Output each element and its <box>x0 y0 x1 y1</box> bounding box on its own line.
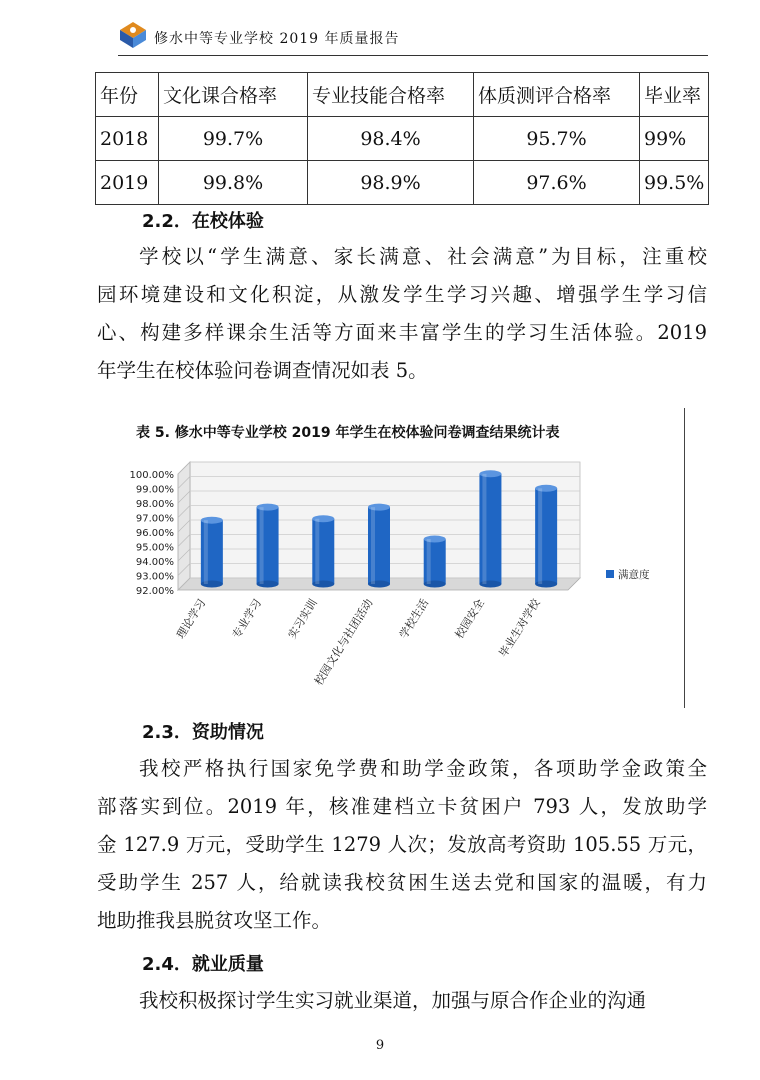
chart-bar-highlight <box>538 488 542 584</box>
y-tick-label: 97.00% <box>135 513 174 525</box>
pass-rate-table <box>95 72 709 205</box>
paragraph-line: 我校积极探讨学生实习就业渠道，加强与原合作企业的沟通 <box>139 989 647 1012</box>
section-heading-2-2: 2.2．在校体验 <box>142 211 264 232</box>
header-title: 修水中等专业学校 2019 年质量报告 <box>154 31 400 47</box>
paragraph-line: 受助学生 257 人，给就读我校贫困生送去党和国家的温暖，有力 <box>97 871 707 894</box>
chart-bar-highlight <box>204 520 208 584</box>
x-category-label: 毕业生对学校 <box>496 596 543 660</box>
table-cell: 98.9% <box>308 161 474 205</box>
y-tick-label: 99.00% <box>135 484 174 496</box>
page-number: 9 <box>375 1038 385 1053</box>
paragraph-line: 园环境建设和文化积淀，从激发学生学习兴趣、增强学生学习信 <box>97 283 707 306</box>
chart-bar-highlight <box>482 474 486 584</box>
table-header-cell: 毕业率 <box>640 73 709 117</box>
table-cell: 99.5% <box>640 161 709 205</box>
paragraph-line: 心、构建多样课余生活等方面来丰富学生的学习生活体验。2019 <box>97 321 707 344</box>
chart-title: 表 5. 修水中等专业学校 2019 年学生在校体验问卷调查结果统计表 <box>136 425 560 441</box>
table-header-row <box>96 73 709 117</box>
x-category-label: 理论学习 <box>174 596 209 641</box>
x-category-label: 学校生活 <box>396 596 432 641</box>
table-cell: 2018 <box>96 117 159 161</box>
table-header-cell: 年份 <box>96 73 159 117</box>
paragraph-line: 学校以“学生满意、家长满意、社会满意”为目标，注重校 <box>139 245 707 268</box>
paragraph-line: 我校严格执行国家免学费和助学金政策，各项助学金政策全 <box>139 757 707 780</box>
chart-plot <box>128 408 688 708</box>
x-category-label: 实习实训 <box>285 596 320 641</box>
y-tick-label: 95.00% <box>135 542 174 554</box>
paragraph-line: 金 127.9 万元，受助学生 1279 人次；发放高考资助 105.55 万元， <box>97 833 707 856</box>
table-header-cell: 体质测评合格率 <box>474 73 640 117</box>
chart-bar-highlight <box>371 507 375 584</box>
section-heading-2-4: 2.4．就业质量 <box>142 954 264 975</box>
legend-swatch <box>606 570 614 578</box>
section-heading-2-3: 2.3．资助情况 <box>142 722 264 743</box>
school-logo-icon <box>118 20 148 50</box>
section-2-4-paragraph <box>97 982 707 1020</box>
y-tick-label: 98.00% <box>135 499 174 510</box>
y-tick-label: 100.00% <box>129 470 174 481</box>
table-cell: 99.7% <box>159 117 308 161</box>
y-tick-label: 92.00% <box>135 586 174 597</box>
paragraph-line: 部落实到位。2019 年，核准建档立卡贫困户 793 人，发放助学 <box>97 795 707 818</box>
table-cell: 97.6% <box>474 161 640 205</box>
table-cell: 98.4% <box>308 117 474 161</box>
paragraph-line: 地助推我县脱贫攻坚工作。 <box>97 909 332 932</box>
y-tick-label: 96.00% <box>135 528 174 539</box>
chart-bar-highlight <box>260 507 264 584</box>
table-cell: 2019 <box>96 161 159 205</box>
table-cell: 99.8% <box>159 161 308 205</box>
table-header-cell: 文化课合格率 <box>159 73 308 117</box>
chart-bar-highlight <box>315 519 319 584</box>
header-divider <box>118 55 708 56</box>
table-cell: 99% <box>640 117 709 161</box>
satisfaction-chart <box>128 408 688 708</box>
y-tick-label: 93.00% <box>135 571 174 583</box>
table-header-cell: 专业技能合格率 <box>308 73 474 117</box>
chart-border-line <box>684 408 685 708</box>
legend-label: 满意度 <box>618 569 650 581</box>
y-tick-label: 94.00% <box>135 557 174 568</box>
x-category-label: 校园文化与社团活动 <box>312 596 376 688</box>
x-category-label: 校园安全 <box>452 596 487 641</box>
x-category-label: 专业学习 <box>229 596 265 641</box>
section-2-3-paragraph <box>97 750 707 940</box>
paragraph-line: 年学生在校体验问卷调查情况如表 5。 <box>97 359 428 382</box>
section-2-2-paragraph <box>97 238 707 390</box>
table-cell: 95.7% <box>474 117 640 161</box>
table-row <box>96 161 709 205</box>
chart-bar-highlight <box>427 539 431 584</box>
table-row <box>96 117 709 161</box>
page-header <box>118 16 708 56</box>
